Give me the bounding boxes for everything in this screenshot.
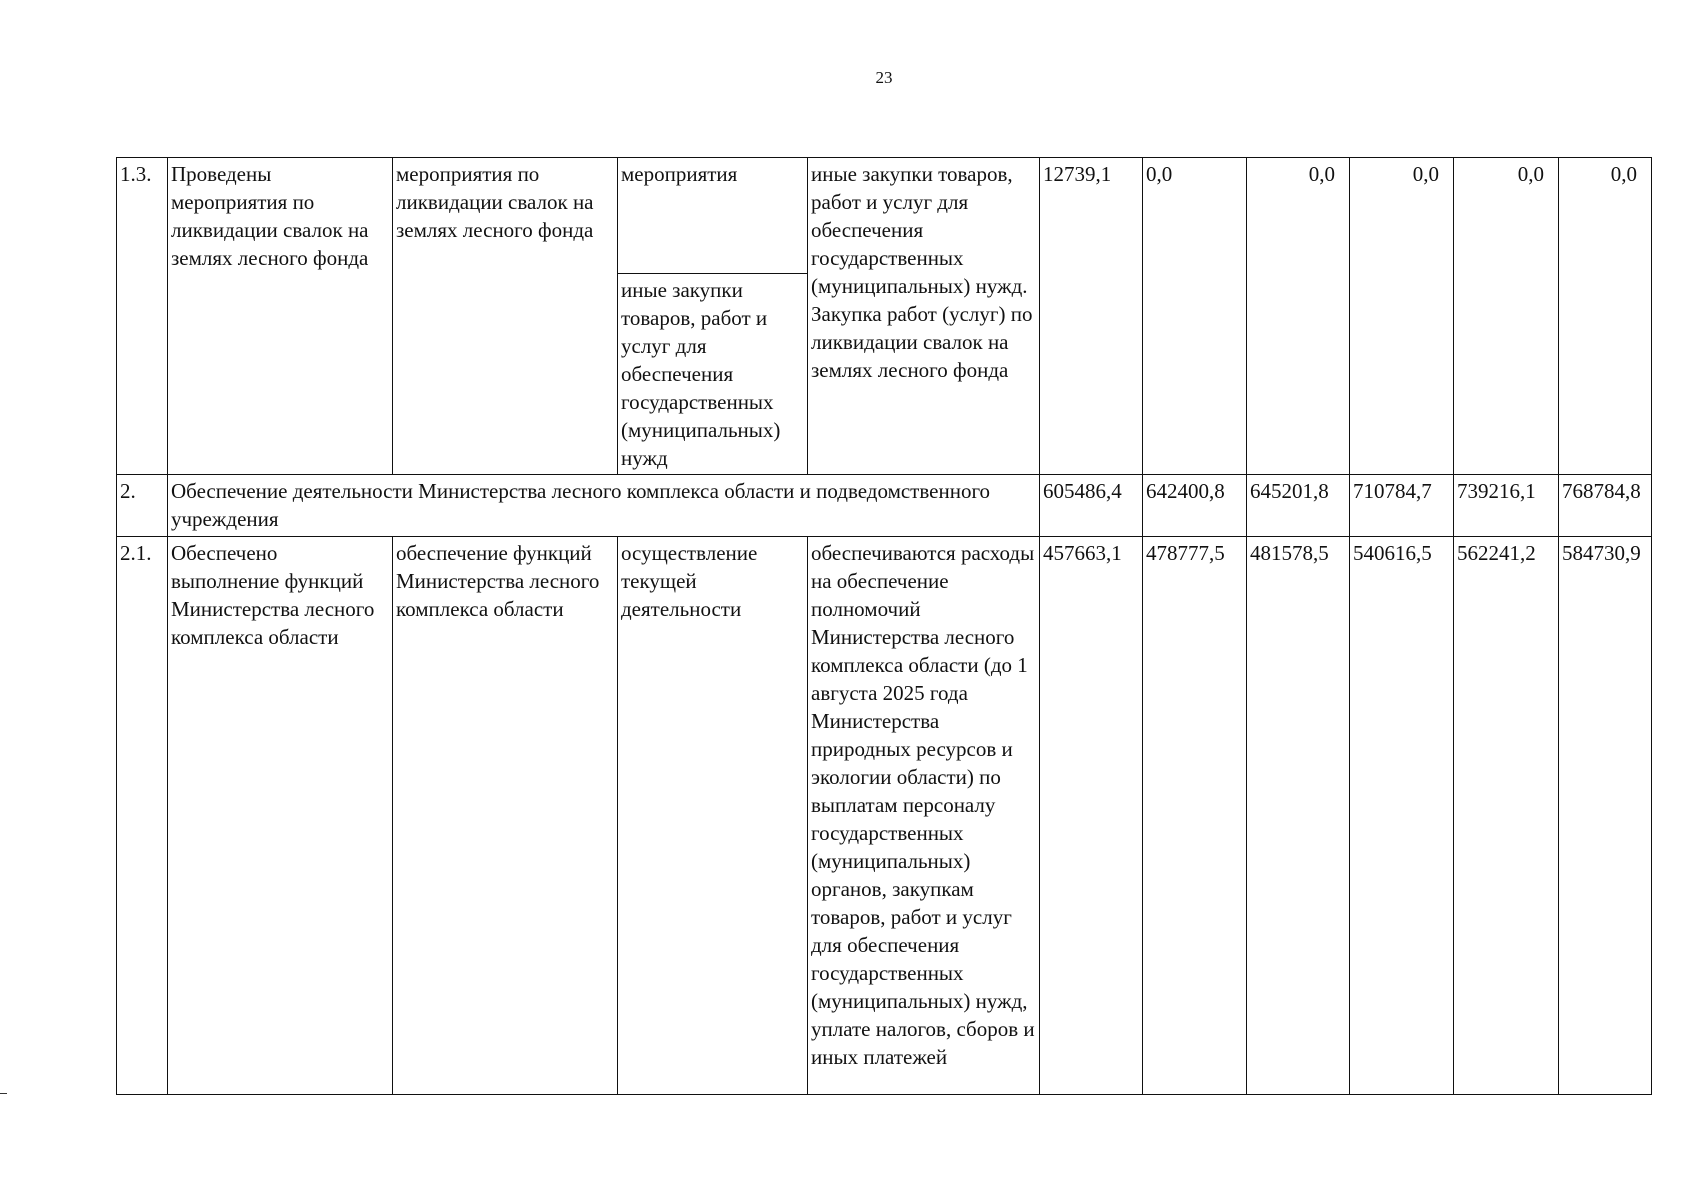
type-cell: мероприятия bbox=[618, 158, 808, 274]
value-cell: 562241,2 bbox=[1454, 537, 1559, 1095]
value-cell: 0,0 bbox=[1454, 158, 1559, 475]
page-number: 23 bbox=[875, 68, 893, 87]
value-cell: 0,0 bbox=[1350, 158, 1454, 475]
table-row bbox=[117, 537, 1652, 1095]
row-index: 1.3. bbox=[117, 158, 168, 475]
measure-cell: обеспечение функций Министерства лесного комплекса области bbox=[393, 537, 618, 1095]
type-cell: осуществление текущей деятельности bbox=[618, 537, 808, 1095]
value-cell: 584730,9 bbox=[1559, 537, 1652, 1095]
result-cell: Проведены мероприятия по ликвидации свалок на землях лесного фонда bbox=[168, 158, 393, 475]
value-cell: 481578,5 bbox=[1247, 537, 1350, 1095]
value-cell: 0,0 bbox=[1559, 158, 1652, 475]
table-row bbox=[117, 158, 1652, 274]
expense-cell: обеспечиваются расходы на обеспечение полномочий Министерства лесного комплекса области (до 1 августа 2025 года Министерства природных ресурсов и экологии области) по выплатам персоналу государственных (муниципальных) органов, закупкам товаров, работ и услуг для обеспечения государственных (муниципальных) нужд, уплате налогов, сборов и иных платежей bbox=[808, 537, 1040, 1095]
value-cell: 739216,1 bbox=[1454, 475, 1559, 537]
row-index: 2. bbox=[117, 475, 168, 537]
result-cell: Обеспечено выполнение функций Министерства лесного комплекса области bbox=[168, 537, 393, 1095]
value-cell: 645201,8 bbox=[1247, 475, 1350, 537]
value-cell: 768784,8 bbox=[1559, 475, 1652, 537]
table-row bbox=[117, 475, 1652, 537]
expense-cell: иные закупки товаров, работ и услуг для обеспечения государственных (муниципальных) нужд. Закупка работ (услуг) по ликвидации свалок на землях лесного фонда bbox=[808, 158, 1040, 475]
measure-cell: мероприятия по ликвидации свалок на землях лесного фонда bbox=[393, 158, 618, 475]
budget-table bbox=[116, 157, 1652, 1095]
type-cell: иные закупки товаров, работ и услуг для обеспечения государственных (муниципальных) нужд bbox=[618, 274, 808, 475]
section-title: Обеспечение деятельности Министерства лесного комплекса области и подведомственного учреждения bbox=[168, 475, 1040, 537]
value-cell: 710784,7 bbox=[1350, 475, 1454, 537]
margin-mark bbox=[0, 1093, 7, 1094]
row-index: 2.1. bbox=[117, 537, 168, 1095]
value-cell: 12739,1 bbox=[1040, 158, 1143, 475]
value-cell: 540616,5 bbox=[1350, 537, 1454, 1095]
value-cell: 0,0 bbox=[1143, 158, 1247, 475]
value-cell: 478777,5 bbox=[1143, 537, 1247, 1095]
value-cell: 642400,8 bbox=[1143, 475, 1247, 537]
value-cell: 0,0 bbox=[1247, 158, 1350, 475]
value-cell: 605486,4 bbox=[1040, 475, 1143, 537]
value-cell: 457663,1 bbox=[1040, 537, 1143, 1095]
